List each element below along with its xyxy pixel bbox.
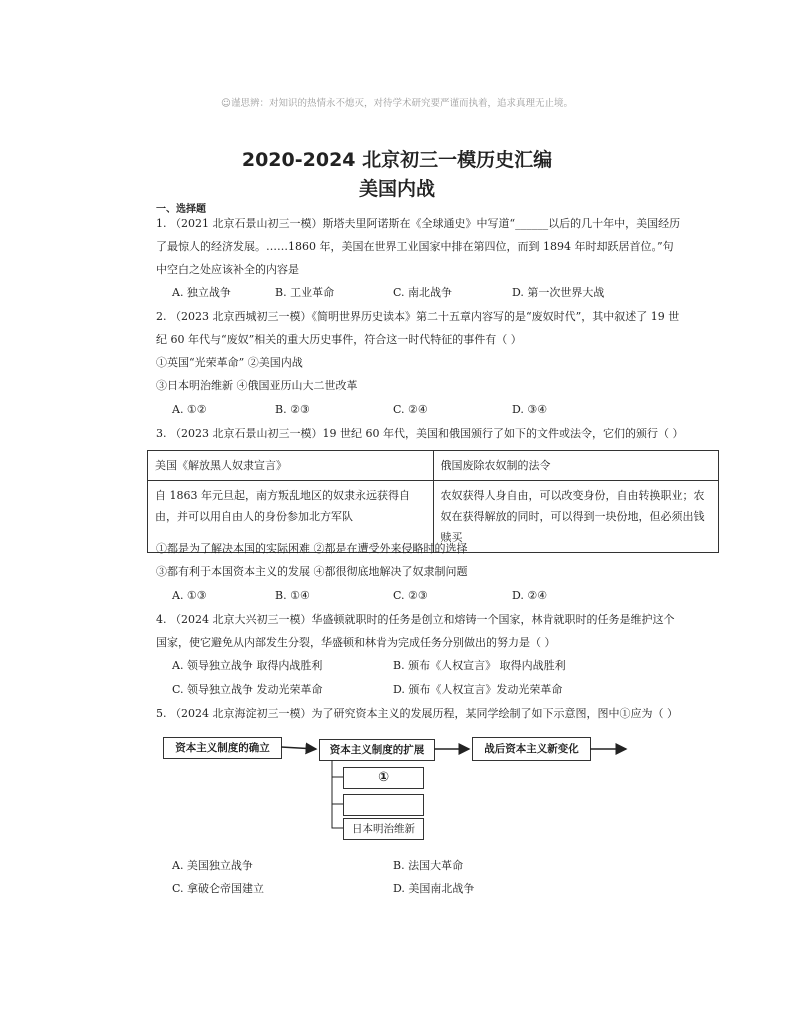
q4-option-b: B. 颁布《人权宣言》 取得内战胜利 [393,659,566,672]
section-heading: 一、选择题 [156,204,206,215]
q2-option-b: B. ②③ [275,403,310,416]
q5-option-d: D. 美国南北战争 [393,882,475,895]
branch-line [332,760,343,828]
q4-option-a: A. 领导独立战争 取得内战胜利 [172,659,323,672]
doc-subtitle: 美国内战 [358,178,435,200]
q1-option-a: A. 独立战争 [172,286,231,299]
diagram-box-postwar-changes: 战后资本主义新变化 [472,737,591,761]
q3-statement-2: ③都有利于本国资本主义的发展 ④都很彻底地解决了奴隶制问题 [156,565,468,578]
arrow-1-2 [281,747,316,749]
q1-line-2: 了最惊人的经济发展。……1860 年，美国在世界工业国家中排在第四位，而到 1894 年时却跃居首位。”句 [156,240,674,253]
q1-option-b: B. 工业革命 [275,286,335,299]
table-head-us: 美国《解放黑人奴隶宣言》 [148,451,434,481]
page-header-watermark: ☺谨思辨：对知识的热情永不熄灭，对待学术研究要严谨而执着，追求真理无止境。 [221,98,573,109]
q5-option-b: B. 法国大革命 [393,859,464,872]
q3-line: 3. （2023 北京石景山初三一模）19 世纪 60 年代，美国和俄国颁行了如下的文件或法令，它们的颁行（ ） [156,427,684,440]
q5-option-a: A. 美国独立战争 [172,859,253,872]
q1-option-c: C. 南北战争 [393,286,453,299]
q1-line-1: 1. （2021 北京石景山初三一模）斯塔夫里阿诺斯在《全球通史》中写道“______以后的几十年中，美国经历 [156,217,681,230]
q5-option-c: C. 拿破仑帝国建立 [172,882,265,895]
q2-line-3: ①英国“光荣革命” ②美国内战 [156,356,303,369]
q1-option-d: D. 第一次世界大战 [512,286,605,299]
diagram-sub-box-3: 日本明治维新 [343,818,424,840]
q4-line-2: 国家，使它避免从内部发生分裂，华盛顿和林肯为完成任务分别做出的努力是（ ） [156,636,556,649]
table-head-russia: 俄国废除农奴制的法令 [433,451,719,481]
q2-option-a: A. ①② [172,403,207,416]
diagram-box-expansion: 资本主义制度的扩展 [319,739,435,761]
q4-option-d: D. 颁布《人权宣言》发动光荣革命 [393,683,563,696]
q2-line-4: ③日本明治维新 ④俄国亚历山大二世改革 [156,379,358,392]
q3-option-b: B. ①④ [275,589,310,602]
q5-line: 5. （2024 北京海淀初三一模）为了研究资本主义的发展历程，某同学绘制了如下示意图，图中①应为（ ） [156,707,678,720]
q4-line-1: 4. （2024 北京大兴初三一模）华盛顿就职时的任务是创立和熔铸一个国家，林肯就职时的任务是维护这个 [156,613,675,626]
diagram-sub-box-1: ① [343,767,424,789]
q2-line-1: 2. （2023 北京西城初三一模）《简明世界历史读本》第二十五章内容写的是“废奴时代”，其中叙述了 19 世 [156,310,680,323]
table-cell-us: 自 1863 年元旦起，南方叛乱地区的奴隶永远获得自由，并可以用自由人的身份参加北方军队 [148,481,434,553]
q3-option-c: C. ②③ [393,589,428,602]
q3-option-d: D. ②④ [512,589,548,602]
diagram-box-establishment: 资本主义制度的确立 [163,737,282,759]
table-cell-russia: 农奴获得人身自由，可以改变身份，自由转换职业；农奴在获得解放的同时，可以得到一块份地，但必须出钱赎买 [433,481,719,553]
q4-option-c: C. 领导独立战争 发动光荣革命 [172,683,323,696]
doc-title: 2020-2024 北京初三一模历史汇编 [241,149,553,171]
q2-line-2: 纪 60 年代与“废奴”相关的重大历史事件，符合这一时代特征的事件有（ ） [156,333,522,346]
q3-option-a: A. ①③ [172,589,207,602]
q3-statement-1: ①都是为了解决本国的实际困难 ②都是在遭受外来侵略时的选择 [156,542,468,555]
q1-line-3: 中空白之处应该补全的内容是 [156,263,299,276]
q2-option-d: D. ③④ [512,403,548,416]
q2-option-c: C. ②④ [393,403,428,416]
